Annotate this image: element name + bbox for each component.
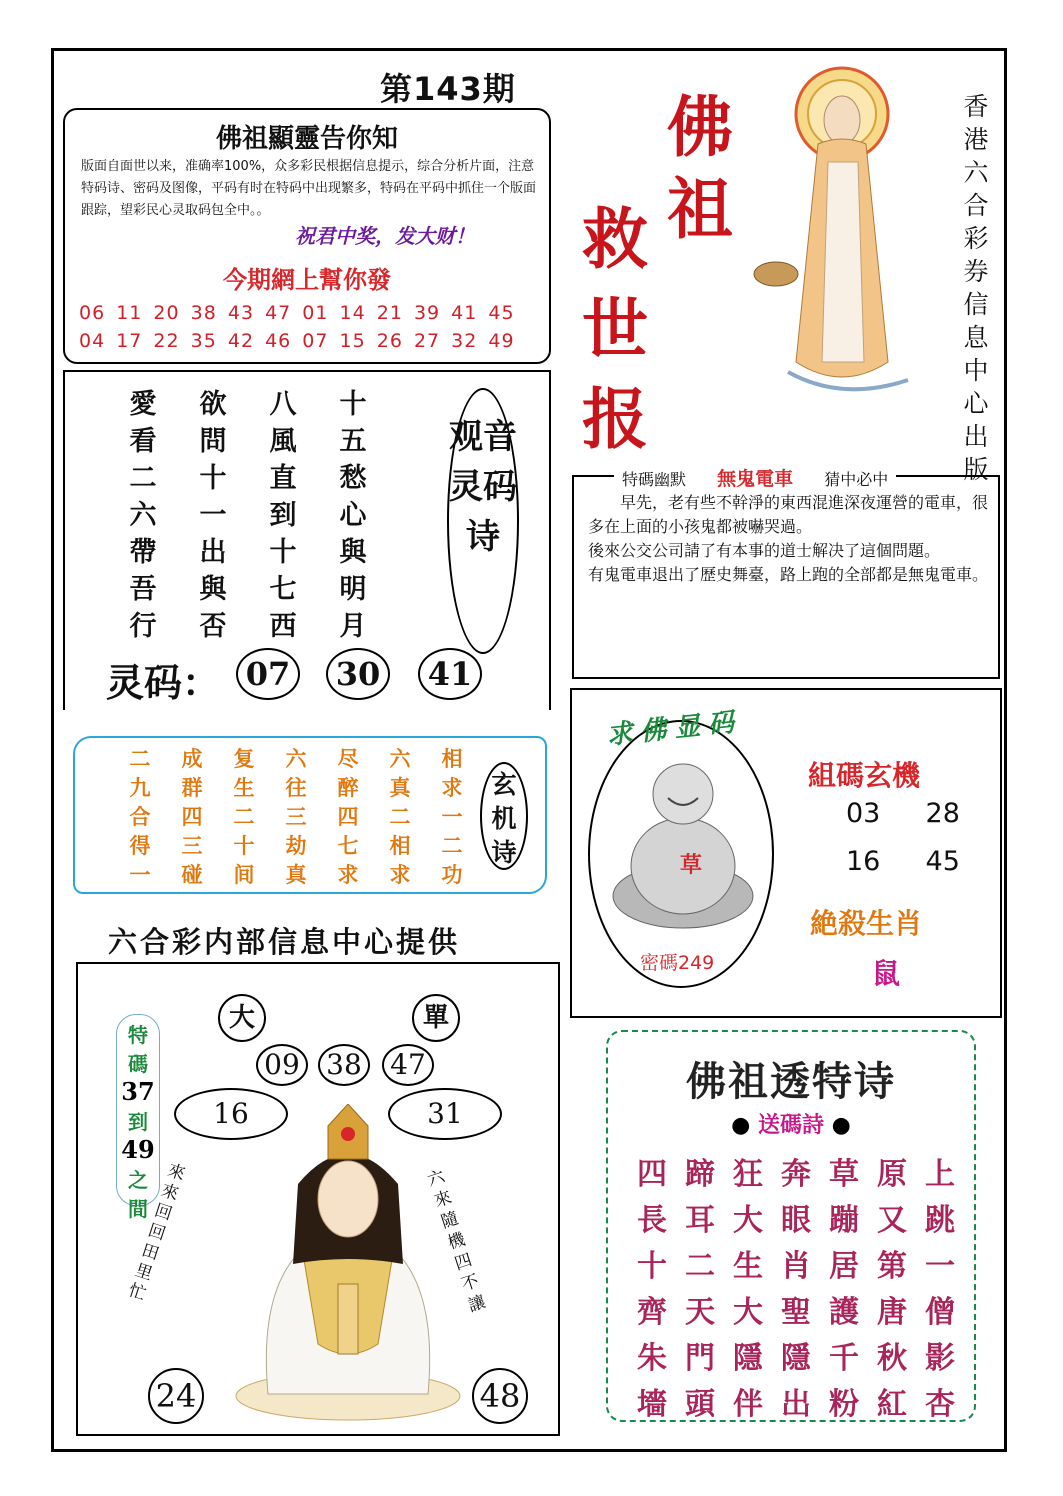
right-oval-number: 31 xyxy=(388,1088,502,1140)
verse-column: 狂大生大隱伴 xyxy=(733,1157,763,1422)
xuanji-columns xyxy=(125,744,467,889)
top-number: 47 xyxy=(382,1044,434,1086)
secret-code: 密碼249 xyxy=(640,952,715,974)
combo-box xyxy=(570,688,1002,1018)
kill-value: 鼠 xyxy=(872,957,901,990)
xuanji-column: 成群四三碰 xyxy=(181,746,203,887)
laughing-buddha-illustration xyxy=(608,756,758,936)
poem-label-oval xyxy=(447,388,519,654)
poem-column: 愛看二六帶吾行 xyxy=(129,389,157,642)
publisher-vertical: 香港六合彩券信息中心出版 xyxy=(963,92,989,484)
lingma-number: 41 xyxy=(418,648,482,700)
joke-paragraph: 後來公交公司請了有本事的道士解决了這個問題。 xyxy=(588,541,941,560)
number-row-1: 06 11 20 38 43 47 01 14 21 39 41 45 xyxy=(79,302,515,324)
range-char: 間 xyxy=(128,1197,148,1221)
special-range xyxy=(116,1014,160,1221)
title-char: 佛 xyxy=(667,88,733,166)
guanyin-box xyxy=(76,962,560,1436)
left-oval-number: 16 xyxy=(174,1088,288,1140)
dot-icon: ● xyxy=(731,1112,751,1138)
poem-label: 观音灵码诗 xyxy=(449,417,517,557)
notice-body: 版面自面世以来，准确率100%，众多彩民根据信息提示，综合分析片面，注意特码诗、密码及图像，平码有时在特码中出现繁多，特码在平码中抓住一个版面跟踪，望彩民心灵取码包全中。。 xyxy=(81,159,537,218)
range-end: 49 xyxy=(121,1135,155,1164)
top-number: 38 xyxy=(318,1044,370,1086)
verse-column: 上跳一僧影杏 xyxy=(925,1157,955,1422)
number-row-2: 04 17 22 35 42 46 07 15 26 27 32 49 xyxy=(79,330,515,352)
guanyin-illustration xyxy=(228,1104,468,1424)
top-number: 09 xyxy=(256,1044,308,1086)
joke-box xyxy=(572,468,1000,679)
joke-title: 無鬼電車 xyxy=(717,468,794,490)
right-verse: 六來隨機四不讓 xyxy=(425,1166,489,1317)
xuanji-box xyxy=(73,736,547,894)
xuanji-column: 尽醉四七求 xyxy=(337,746,359,887)
kill-label: 絶殺生肖 xyxy=(810,907,923,940)
verse-columns xyxy=(632,1152,960,1428)
range-char: 碼 xyxy=(128,1052,148,1076)
poem-column: 十五愁心與明月 xyxy=(339,389,367,642)
title-char: 世 xyxy=(582,290,648,368)
combo-title: 組碼玄機 xyxy=(808,759,921,792)
xuanji-column: 相求一二功 xyxy=(441,746,463,887)
range-char: 之 xyxy=(128,1168,148,1192)
verse-subtitle xyxy=(608,1108,974,1139)
buddha-illustration xyxy=(738,62,948,412)
issue-number: 第143期 xyxy=(380,70,516,108)
verse-title: 佛祖透特诗 xyxy=(686,1058,896,1105)
verse-subtitle-text: 送碼詩 xyxy=(757,1112,824,1138)
xuanji-label: 玄机诗 xyxy=(480,762,528,870)
provider-text: 六合彩内部信息中心提供 xyxy=(108,925,461,959)
poem-column: 欲問十一出與否 xyxy=(199,389,227,642)
net-title: 今期網上幫你發 xyxy=(223,265,391,294)
dot-icon: ● xyxy=(831,1112,851,1138)
title-char: 报 xyxy=(582,380,648,458)
lingma-label: 灵码： xyxy=(106,660,221,705)
belly-char: 草 xyxy=(680,852,703,878)
verse-column: 奔眼肖聖隱出 xyxy=(781,1157,811,1422)
joke-paragraph: 早先，老有些不幹淨的東西混進深夜運營的電車，很多在上面的小孩鬼都被嚇哭過。 xyxy=(588,493,989,536)
range-char: 特 xyxy=(128,1023,148,1047)
arc-text: 求佛显码 xyxy=(605,706,744,752)
joke-header-left: 特碼幽默 xyxy=(622,470,687,489)
lingma-number: 07 xyxy=(236,648,300,700)
notice-box xyxy=(63,108,551,364)
left-verse: 來來回回田里忙 xyxy=(126,1160,188,1305)
big-badge: 大 xyxy=(218,994,266,1042)
joke-paragraph: 有鬼電車退出了歷史舞臺，路上跑的全部都是無鬼電車。 xyxy=(588,565,989,584)
notice-title: 佛祖顯靈告你知 xyxy=(215,124,398,154)
verse-column: 原又第唐秋紅 xyxy=(877,1157,907,1422)
title-char: 救 xyxy=(582,200,648,278)
joke-body xyxy=(588,491,988,587)
verse-column: 蹄耳二天門頭 xyxy=(685,1157,715,1422)
bottom-left-number: 24 xyxy=(148,1368,204,1424)
lingma-number: 30 xyxy=(326,648,390,700)
xuanji-column: 复生二十间 xyxy=(233,746,255,887)
poem-columns xyxy=(125,386,371,645)
bottom-right-number: 48 xyxy=(472,1368,528,1424)
joke-header xyxy=(614,464,896,491)
verse-box xyxy=(606,1030,976,1422)
verse-column: 草蹦居護千粉 xyxy=(829,1157,859,1422)
poem-column: 八風直到十七西 xyxy=(269,389,297,642)
xuanji-column: 六真二相求 xyxy=(389,746,411,887)
wish-text: 祝君中奖，发大财！ xyxy=(295,224,475,248)
xuanji-column: 六往三劫真 xyxy=(285,746,307,887)
range-start: 37 xyxy=(121,1077,155,1106)
combo-row-1: 03 28 xyxy=(846,798,960,829)
range-char: 到 xyxy=(128,1110,148,1134)
verse-column: 四長十齊朱墻 xyxy=(637,1157,667,1422)
joke-header-right: 猜中必中 xyxy=(824,470,889,489)
title-char: 祖 xyxy=(667,170,733,248)
single-badge: 單 xyxy=(412,994,460,1042)
xuanji-column: 二九合得一 xyxy=(129,746,151,887)
combo-row-2: 16 45 xyxy=(846,846,960,877)
